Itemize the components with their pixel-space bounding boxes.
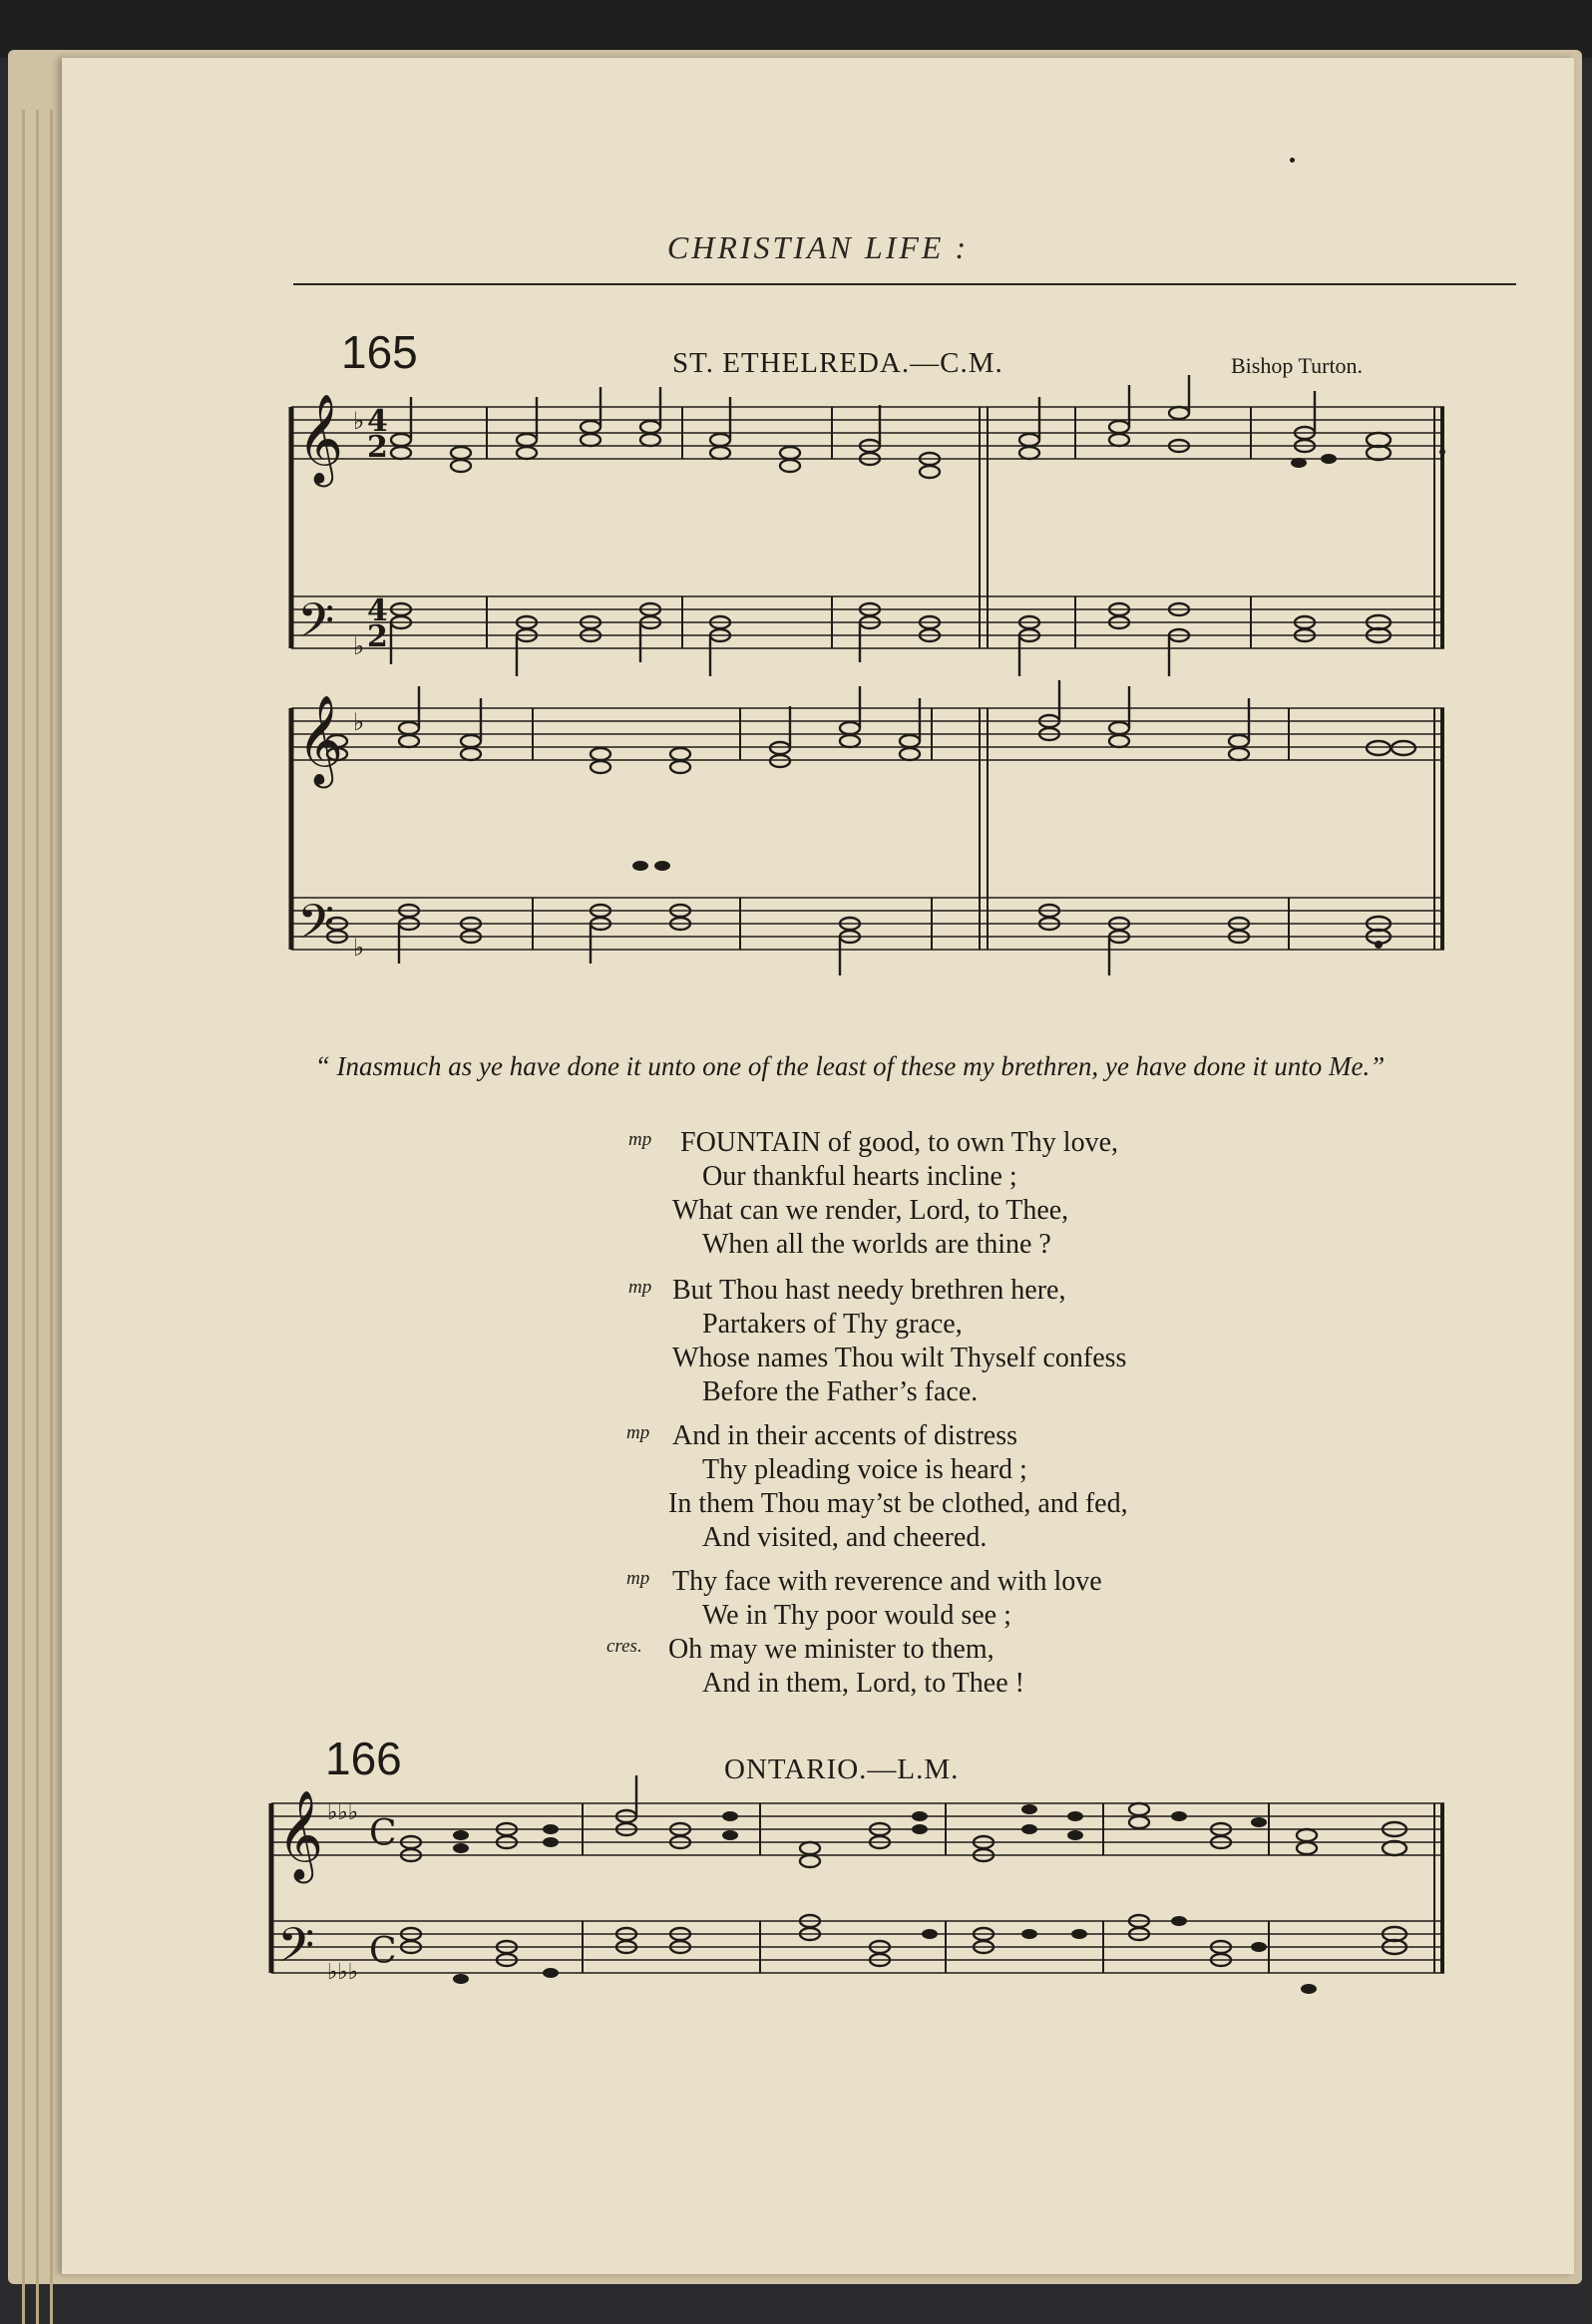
dynamic-marking-cres: cres. (606, 1636, 642, 1657)
time-signature: 2 (367, 430, 388, 465)
dynamic-marking: mp (628, 1277, 652, 1298)
music-score-166 (62, 58, 1574, 2274)
flat-key-signature: ♭ (353, 708, 365, 736)
treble-clef: 𝄞 (297, 394, 344, 484)
bass-clef: 𝄢 (297, 894, 335, 962)
verse-line: And in their accents of distress (672, 1420, 1018, 1451)
dynamic-marking: mp (626, 1568, 650, 1589)
verse-line: When all the worlds are thine ? (702, 1229, 1051, 1260)
flat-key-signature: ♭ (353, 934, 365, 962)
verse-line: We in Thy poor would see ; (702, 1600, 1011, 1631)
treble-clef: 𝄞 (297, 695, 344, 785)
flat-key-signature: ♭ (353, 632, 365, 660)
verse-line: And in them, Lord, to Thee ! (702, 1668, 1024, 1699)
dynamic-marking: mp (628, 1129, 652, 1150)
verse-line: Our thankful hearts incline ; (702, 1161, 1017, 1192)
hymnal-page (62, 58, 1574, 2274)
hymn-number-165: 165 (341, 326, 418, 378)
page-edge-line (36, 110, 39, 2324)
bass-clef: 𝄢 (277, 1917, 315, 1985)
verse-line: Thy face with reverence and with love (672, 1566, 1102, 1597)
time-signature: 4 (367, 404, 388, 439)
flat-key-signature: ♭ (353, 407, 365, 435)
scripture-quote-165: “ Inasmuch as ye have done it unto one of the least of these my brethren, ye have done it unto Me.” (314, 1051, 1386, 1081)
verse-line: In them Thou may’st be clothed, and fed, (668, 1488, 1128, 1519)
common-time: C (369, 1931, 397, 1972)
clefs-166 (277, 1790, 397, 1985)
bass-clef: 𝄢 (297, 592, 335, 660)
tune-name-165: ST. ETHELREDA.—C.M. (672, 347, 1003, 379)
verse-line: Partakers of Thy grace, (702, 1309, 963, 1340)
page-edge-line (22, 110, 25, 2324)
verse-line: Oh may we minister to them, (668, 1634, 995, 1665)
verse-line: Whose names Thou wilt Thyself confess (672, 1343, 1127, 1373)
dynamic-marking: mp (626, 1422, 650, 1443)
verse-line: Thy pleading voice is heard ; (702, 1454, 1027, 1485)
running-header: CHRISTIAN LIFE : (666, 229, 970, 265)
treble-clef: 𝄞 (277, 1790, 324, 1880)
time-signature: 2 (367, 619, 388, 654)
time-signature: 4 (367, 593, 388, 628)
page-edge-line (50, 110, 53, 2324)
flat-key-signature: ♭♭♭ (327, 1960, 359, 1985)
hymn-number-166: 166 (325, 1733, 402, 1784)
verse-line: What can we render, Lord, to Thee, (672, 1195, 1069, 1226)
composer-165: Bishop Turton. (1231, 353, 1364, 378)
verse-line: FOUNTAIN of good, to own Thy love, (680, 1127, 1118, 1158)
flat-key-signature: ♭♭♭ (327, 1800, 359, 1825)
verse-line: And visited, and cheered. (702, 1522, 988, 1553)
common-time: C (369, 1813, 397, 1854)
verse-line: Before the Father’s face. (702, 1376, 979, 1407)
tune-name-166: ONTARIO.—L.M. (724, 1753, 960, 1785)
verse-line: But Thou hast needy brethren here, (672, 1275, 1066, 1306)
